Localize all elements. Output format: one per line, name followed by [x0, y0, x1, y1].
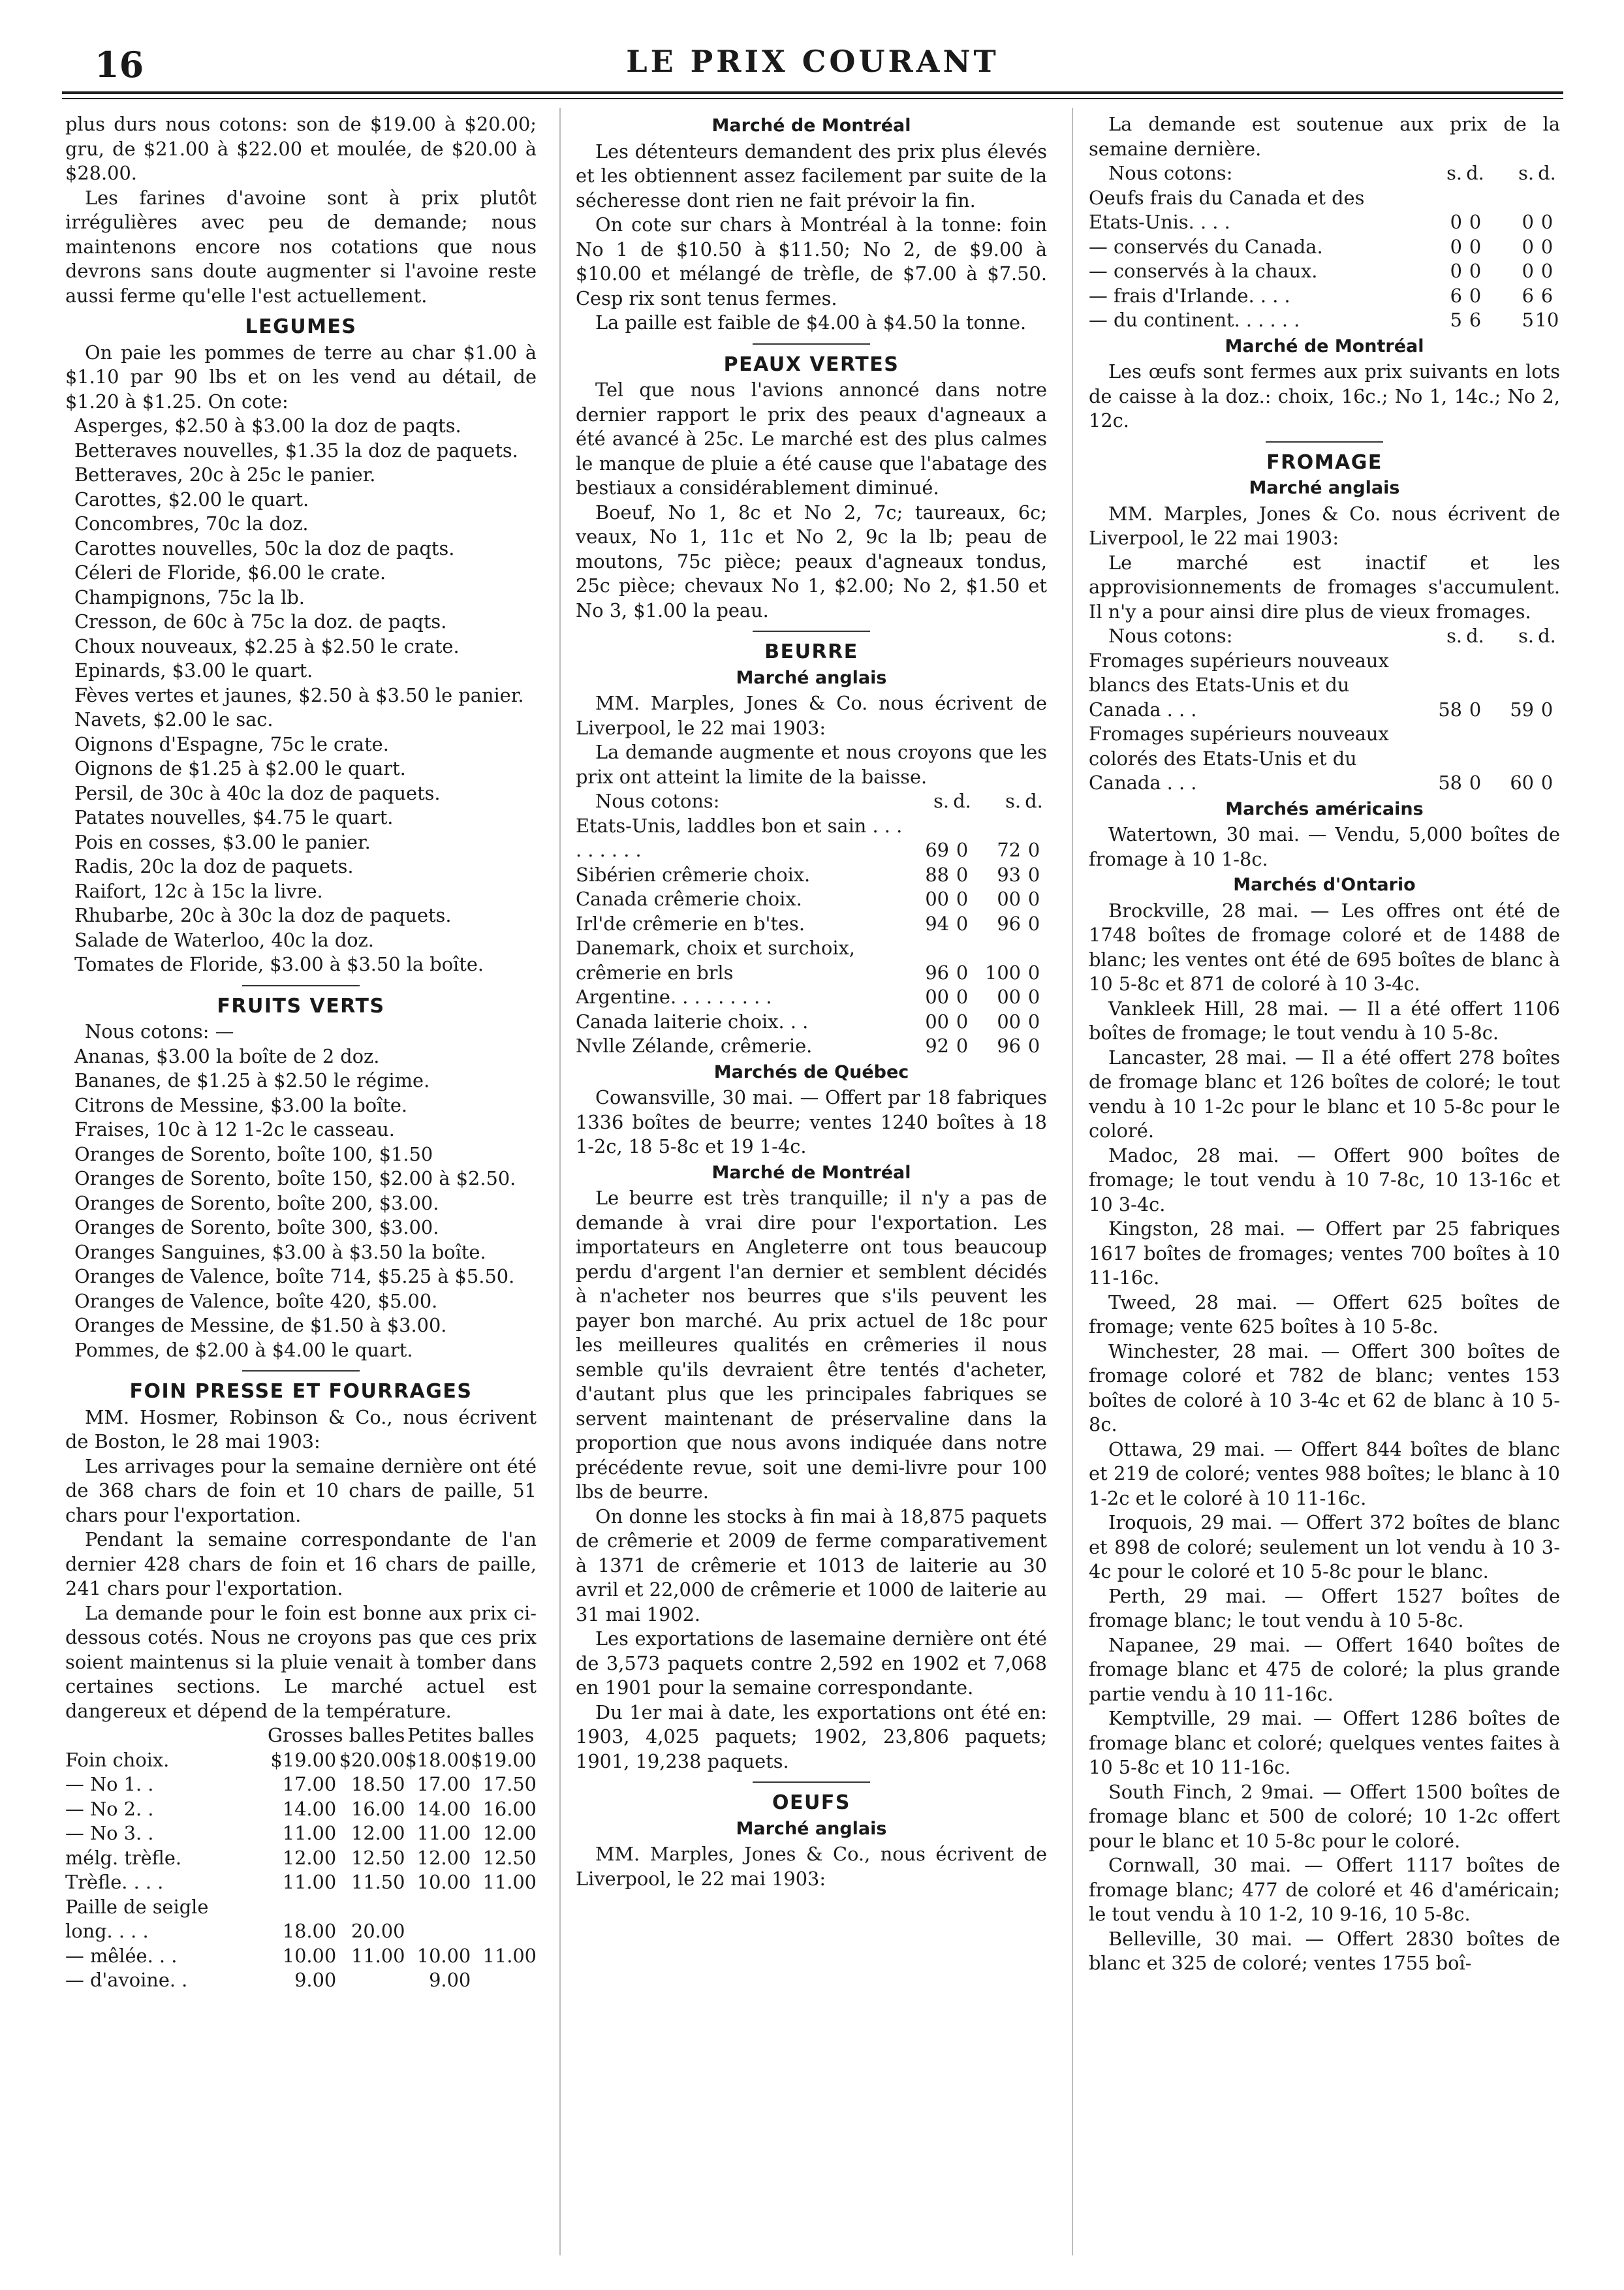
- cell: [405, 1919, 471, 1944]
- column-2: [576, 112, 1047, 1891]
- list-item: Pois en cosses, $3.00 le panier.: [74, 830, 371, 853]
- section-heading-oeufs: OEUFS: [772, 1791, 851, 1814]
- paragraph: Boeuf, No 1, 8c et No 2, 7c; taureaux, 6c; veaux, No 1, 11c et No 2, 9c la lb; peau de moutons, 75c pièce; peaux d'agneaux tondus, 25c pièce; chevaux No 1, $2.00; No 2, $1.50 et No 3, $1.00 la peau.: [576, 501, 1047, 621]
- row-label: — No 3. .: [65, 1822, 154, 1844]
- paragraph: Pendant la semaine correspondante de l'an dernier 428 chars de foin et 16 chars de paille, 241 chars pour l'exportation.: [65, 1528, 537, 1599]
- list-item: Ananas, $3.00 la boîte de 2 doz.: [74, 1044, 380, 1067]
- cell: $19.00: [270, 1748, 337, 1771]
- cell: 17.00: [282, 1773, 337, 1795]
- cell: 0: [1469, 284, 1482, 307]
- paragraph: La demande est soutenue aux prix de la semaine dernière.: [1089, 113, 1560, 160]
- section-rule: [753, 631, 870, 632]
- cell: 100: [985, 961, 1021, 984]
- list-item: Rhubarbe, 20c à 30c la doz de paquets.: [74, 904, 452, 926]
- paragraph: Lancaster, 28 mai. — Il a été offert 278 boîtes de fromage blanc et 126 boîtes de coloré; le tout vendu à 10 1-2c pour le blanc et 10 5-8c pour le coloré.: [1089, 1046, 1560, 1142]
- column-3: [1089, 112, 1560, 1976]
- row-label: Fromages supérieurs nouveaux blancs des Etats-Unis et du Canada . . .: [1089, 649, 1389, 721]
- foin-price-table: [65, 1723, 537, 1993]
- paragraph: Madoc, 28 mai. — Offert 900 boîtes de fromage; le tout vendu à 10 7-8c, 10 13-16c et 10 3-4c.: [1089, 1144, 1560, 1216]
- list-item: Tomates de Floride, $3.00 à $3.50 la boîte.: [74, 953, 484, 975]
- row-label: Argentine. . . . . . . . .: [576, 986, 772, 1008]
- section-rule: [1266, 441, 1383, 443]
- list-item: Champignons, 75c la lb.: [74, 586, 305, 608]
- unit-label: d.: [1466, 625, 1484, 647]
- cell: 0: [1027, 912, 1040, 935]
- cell: 17.00: [416, 1773, 471, 1795]
- paragraph: Le beurre est très tranquille; il n'y a pas de demande à vrai dire pour l'exportation. Les importateurs en Angleterre ont tous beaucoup perdu d'argent l'an dernier et semblent décidés à n'acheter nos beurres que s'ils peuvent les payer bon marché. Au prix actuel de 18c pour les meilleures qualités en crêmeries il nous semble qu'ils devraient être tentés d'acheter, d'autant plus que les principales fabriques se servent maintenant de préservaline dans la proportion que nous avons indiquée dans notre précédente revue, soit une demi-livre pour 100 lbs de beurre.: [576, 1187, 1047, 1503]
- list-item: Concombres, 70c la doz.: [74, 512, 309, 535]
- cell: 11.00: [282, 1871, 337, 1893]
- cell: 0: [1027, 1035, 1040, 1057]
- table-row: [65, 1772, 537, 1797]
- cell: 0: [1540, 211, 1554, 233]
- paragraph: Les détenteurs demandent des prix plus élevés et les obtiennent assez facilement par suite de la sécheresse dont rien ne fait prévoir la fin.: [576, 140, 1047, 212]
- cell: 11.50: [351, 1871, 405, 1893]
- page-number: 16: [95, 44, 144, 86]
- list-item: Patates nouvelles, $4.75 le quart.: [74, 806, 394, 828]
- unit-label: s.: [1446, 162, 1462, 184]
- table-row: [576, 1034, 1047, 1059]
- paragraph: Cornwall, 30 mai. — Offert 1117 boîtes de fromage blanc; 477 de coloré et 46 d'américain; le tout vendu à 10 1-2, 10 9-16, 10 5-8c.: [1089, 1854, 1560, 1925]
- cell: 0: [1027, 986, 1040, 1008]
- cell: 0: [1540, 698, 1554, 721]
- cell: 5: [1522, 309, 1534, 331]
- cell: 72: [997, 839, 1021, 861]
- paragraph: La demande pour le foin est bonne aux prix ci-dessous cotés. Nous ne croyons pas que ces prix soient maintenus si la pluie venait à tomber dans certaines sections. Le marché actuel est dangereux et dépend de la température.: [65, 1601, 537, 1722]
- table-row: [65, 1821, 537, 1846]
- paragraph: On paie les pommes de terre au char $1.00 à $1.10 par 90 lbs et on les vend au détail, de $1.20 à $1.25. On cote:: [65, 341, 537, 413]
- table-row: [1089, 649, 1560, 723]
- subheading: Marchés de Québec: [713, 1061, 909, 1082]
- row-label: Irl'de crêmerie en b'tes.: [576, 912, 805, 935]
- cell: 0: [1450, 260, 1462, 282]
- list-item: Betteraves nouvelles, $1.35 la doz de paquets.: [74, 439, 518, 462]
- table-row: [65, 1919, 537, 1944]
- cell: 12.00: [416, 1846, 471, 1869]
- cell: 00: [997, 1010, 1021, 1033]
- list-item: Fèves vertes et jaunes, $2.50 à $3.50 le panier.: [74, 683, 524, 706]
- row-label: — conservés à la chaux.: [1089, 260, 1318, 282]
- paragraph: On cote sur chars à Montréal à la tonne: foin No 1 de $10.50 à $11.50; No 2, de $9.00 à $10.00 et mélangé de trèfle, de $7.00 à $7.50. Cesp rix sont tenus fermes.: [576, 213, 1047, 309]
- cell: 14.00: [416, 1797, 471, 1820]
- row-label: Oeufs frais du Canada et des Etats-Unis. . . .: [1089, 186, 1365, 233]
- row-label: Foin choix.: [65, 1748, 170, 1771]
- row-label: — du continent. . . . . .: [1089, 309, 1300, 331]
- cell: 96: [997, 912, 1021, 935]
- unit-label: d.: [1538, 625, 1556, 647]
- column-header: Petites balles: [407, 1724, 535, 1746]
- paragraph: Nous cotons: —: [85, 1020, 234, 1043]
- paragraph: Watertown, 30 mai. — Vendu, 5,000 boîtes de fromage à 10 1-8c.: [1089, 823, 1560, 870]
- fruits-list: [65, 1044, 537, 1363]
- cell: 12.00: [282, 1846, 337, 1869]
- table-row: [576, 863, 1047, 888]
- cell: [336, 1968, 405, 1993]
- cell: 69: [925, 839, 949, 861]
- cell: 0: [956, 912, 969, 935]
- fromage-price-table: [1089, 624, 1560, 796]
- list-item: Oranges de Sorento, boîte 300, $3.00.: [74, 1216, 439, 1238]
- paragraph: Winchester, 28 mai. — Offert 300 boîtes de fromage coloré et 782 de blanc; ventes 153 boîtes de coloré à 10 3-4c et 62 de blanc à 10 5-8c.: [1089, 1340, 1560, 1435]
- cell: 0: [956, 1035, 969, 1057]
- list-item: Oranges de Sorento, boîte 150, $2.00 à $2.50.: [74, 1167, 516, 1189]
- cell: 6: [1450, 284, 1462, 307]
- row-label: Etats-Unis, laddles bon et sain . . . . . . . . .: [576, 814, 903, 861]
- list-item: Oranges de Sorento, boîte 100, $1.50: [74, 1142, 433, 1165]
- cell: 00: [997, 986, 1021, 1008]
- cell: 96: [997, 1035, 1021, 1057]
- cell: 0: [1450, 211, 1462, 233]
- cell: [471, 1919, 537, 1944]
- cell: 14.00: [282, 1797, 337, 1820]
- list-item: Oranges de Valence, boîte 714, $5.25 à $5.50.: [74, 1265, 515, 1287]
- cell: 10.00: [416, 1944, 471, 1967]
- section-rule: [242, 1370, 360, 1372]
- table-row: [65, 1870, 537, 1895]
- cell: 10.00: [416, 1871, 471, 1893]
- table-caption: Nous cotons:: [595, 790, 720, 812]
- cell: 0: [1027, 888, 1040, 910]
- subheading: Marché de Montréal: [1225, 336, 1424, 356]
- row-label: — d'avoine. .: [65, 1969, 188, 1991]
- unit-label: s.: [933, 790, 949, 812]
- cell: 10: [1535, 309, 1559, 331]
- row-label: mélg. trèfle.: [65, 1846, 182, 1869]
- cell: 0: [1027, 863, 1040, 886]
- row-label: Danemark, choix et surchoix, crêmerie en brls: [576, 937, 855, 984]
- list-item: Persil, de 30c à 40c la doz de paquets.: [74, 781, 441, 804]
- section-heading-beurre: BEURRE: [764, 640, 858, 663]
- paragraph: Iroquois, 29 mai. — Offert 372 boîtes de blanc et 898 de coloré; seulement un lot vendu à 10 3-4c pour le coloré et 10 5-8c pour le blanc.: [1089, 1511, 1560, 1582]
- column-divider: [559, 108, 561, 2255]
- cell: 0: [1027, 1010, 1040, 1033]
- column-1: [65, 112, 537, 1993]
- table-row: [1089, 308, 1560, 333]
- table-row: [1089, 186, 1560, 235]
- cell: 0: [1469, 260, 1482, 282]
- cell: [471, 1968, 537, 1993]
- beurre-price-table: [576, 789, 1047, 1059]
- cell: 6: [1469, 309, 1482, 331]
- table-row: [576, 1010, 1047, 1035]
- subheading: Marché de Montréal: [711, 116, 911, 136]
- cell: 60: [1510, 772, 1534, 794]
- column-divider: [1072, 108, 1073, 2255]
- cell: 9.00: [429, 1969, 471, 1991]
- page-header: [62, 36, 1563, 88]
- table-header-row: [65, 1723, 537, 1748]
- cell: 0: [1540, 772, 1554, 794]
- paragraph: MM. Marples, Jones & Co. nous écrivent de Liverpool, le 22 mai 1903:: [1089, 502, 1560, 549]
- list-item: Cresson, de 60c à 75c la doz. de paqts.: [74, 610, 447, 633]
- list-item: Oignons de $1.25 à $2.00 le quart.: [74, 757, 406, 779]
- table-row: [1089, 284, 1560, 309]
- table-row: [65, 1846, 537, 1871]
- table-header-row: [1089, 624, 1560, 649]
- subheading: Marchés d'Ontario: [1233, 875, 1416, 895]
- list-item: Navets, $2.00 le sac.: [74, 708, 273, 730]
- section-heading-peaux: PEAUX VERTES: [723, 353, 899, 376]
- section-rule: [753, 343, 870, 345]
- cell: 0: [1522, 235, 1534, 258]
- cell: 0: [1522, 211, 1534, 233]
- subheading: Marché anglais: [736, 667, 887, 688]
- row-label: Canada crêmerie choix.: [576, 888, 802, 910]
- cell: $18.00: [405, 1748, 471, 1771]
- cell: 0: [956, 863, 969, 886]
- header-rule: [62, 91, 1563, 94]
- cell: 0: [956, 961, 969, 984]
- unit-label: d.: [1538, 162, 1556, 184]
- cell: 0: [956, 839, 969, 861]
- row-label: Paille de seigle: [65, 1895, 209, 1918]
- paragraph: Perth, 29 mai. — Offert 1527 boîtes de fromage blanc; le tout vendu à 10 5-8c.: [1089, 1584, 1560, 1631]
- section-heading-foin: FOIN PRESSE ET FOURRAGES: [129, 1380, 473, 1403]
- paragraph: Cowansville, 30 mai. — Offert par 18 fabriques 1336 boîtes de beurre; ventes 1240 boîtes à 18 1-2c, 18 5-8c et 19 1-4c.: [576, 1086, 1047, 1157]
- cell: 12.00: [482, 1822, 537, 1844]
- subheading: Marchés américains: [1225, 798, 1424, 819]
- paragraph: MM. Marples, Jones & Co., nous écrivent de Liverpool, le 22 mai 1903:: [576, 1843, 1047, 1890]
- cell: 0: [1027, 961, 1040, 984]
- table-row: [1089, 259, 1560, 284]
- table-row: [576, 814, 1047, 863]
- cell: 58: [1438, 772, 1462, 794]
- paragraph: Vankleek Hill, 28 mai. — Il a été offert 1106 boîtes de fromage; le tout vendu à 10 5-8c.: [1089, 997, 1560, 1044]
- cell: 11.00: [482, 1871, 537, 1893]
- list-item: Pommes, de $2.00 à $4.00 le quart.: [74, 1338, 413, 1361]
- cell: 0: [1540, 235, 1554, 258]
- table-header-row: [576, 789, 1047, 814]
- table-row: [576, 887, 1047, 912]
- cell: 6: [1540, 284, 1554, 307]
- table-row: [1089, 722, 1560, 796]
- unit-label: d.: [1466, 162, 1484, 184]
- paragraph: South Finch, 2 9mai. — Offert 1500 boîtes de fromage blanc et 500 de coloré; 10 1-2c offert pour le blanc et 10 5-8c pour le coloré.: [1089, 1780, 1560, 1852]
- subheading: Marché anglais: [1249, 478, 1400, 498]
- cell: 16.00: [482, 1797, 537, 1820]
- paragraph: Napanee, 29 mai. — Offert 1640 boîtes de fromage blanc et 475 de coloré; la plus grande partie vendu à 10 11-16c.: [1089, 1633, 1560, 1705]
- unit-label: d.: [1025, 790, 1043, 812]
- cell: 0: [1469, 235, 1482, 258]
- subheading: Marché de Montréal: [711, 1162, 911, 1183]
- cell: 18.50: [351, 1773, 405, 1795]
- cell: 0: [956, 986, 969, 1008]
- cell: 0: [1469, 211, 1482, 233]
- row-label: Fromages supérieurs nouveaux colorés des Etats-Unis et du Canada . . .: [1089, 723, 1389, 794]
- unit-label: s.: [1518, 625, 1534, 647]
- table-row: [576, 912, 1047, 937]
- cell: 00: [997, 888, 1021, 910]
- unit-label: s.: [1005, 790, 1021, 812]
- cell: 0: [1450, 235, 1462, 258]
- publication-title: LE PRIX COURANT: [626, 44, 999, 79]
- paragraph: La demande augmente et nous croyons que les prix ont atteint la limite de la baisse.: [576, 741, 1047, 788]
- cell: 10.00: [282, 1944, 337, 1967]
- list-item: Oranges de Valence, boîte 420, $5.00.: [74, 1289, 438, 1312]
- cell: 96: [925, 961, 949, 984]
- list-item: Oranges de Messine, de $1.50 à $3.00.: [74, 1314, 447, 1336]
- paragraph: MM. Marples, Jones & Co. nous écrivent de Liverpool, le 22 mai 1903:: [576, 692, 1047, 739]
- row-label: long. . . .: [65, 1920, 149, 1942]
- paragraph: plus durs nous cotons: son de $19.00 à $20.00; gru, de $21.00 à $22.00 et moulée, de $20.00 à $28.00.: [65, 113, 537, 184]
- paragraph: Kingston, 28 mai. — Offert par 25 fabriques 1617 boîtes de fromages; ventes 700 boîtes à 10 11-16c.: [1089, 1217, 1560, 1289]
- list-item: Oranges de Sorento, boîte 200, $3.00.: [74, 1191, 439, 1214]
- row-label: — No 2. .: [65, 1797, 154, 1820]
- paragraph: On donne les stocks à fin mai à 18,875 paquets de crêmerie et 2009 de ferme comparativement à 1371 de crêmerie et 1013 de laiterie au 30 avril et 22,000 de crêmerie et 1000 de laiterie au 31 mai 1902.: [576, 1505, 1047, 1625]
- cell: 11.00: [351, 1944, 405, 1967]
- unit-label: d.: [953, 790, 971, 812]
- column-header: Grosses balles: [267, 1724, 405, 1746]
- cell: 12.50: [482, 1846, 537, 1869]
- cell: 20.00: [351, 1920, 405, 1942]
- row-label: Sibérien crêmerie choix.: [576, 863, 811, 886]
- cell: 00: [925, 888, 949, 910]
- list-item: Salade de Waterloo, 40c la doz.: [74, 928, 374, 951]
- paragraph: Les exportations de lasemaine dernière ont été de 3,573 paquets contre 2,592 en 1902 et 7,068 en 1901 pour la semaine correspondante.: [576, 1627, 1047, 1699]
- cell: 11.00: [482, 1944, 537, 1967]
- list-item: Asperges, $2.50 à $3.00 la doz de paqts.: [74, 415, 461, 437]
- section-rule: [242, 985, 360, 986]
- oeufs-price-table: [1089, 161, 1560, 333]
- cell: 00: [925, 986, 949, 1008]
- table-header-row: [1089, 161, 1560, 186]
- cell: 17.50: [482, 1773, 537, 1795]
- table-row: [65, 1895, 537, 1920]
- table-caption: Nous cotons:: [1108, 625, 1233, 647]
- row-label: — No 1. .: [65, 1773, 154, 1795]
- cell: 12.50: [351, 1846, 405, 1869]
- paragraph: Du 1er mai à date, les exportations ont été en: 1903, 4,025 paquets; 1902, 23,806 paquets; 1901, 19,238 paquets.: [576, 1701, 1047, 1772]
- cell: 00: [925, 1010, 949, 1033]
- cell: 12.00: [351, 1822, 405, 1844]
- subheading: Marché anglais: [736, 1818, 887, 1839]
- cell: $20.00: [339, 1748, 405, 1771]
- cell: 0: [1522, 260, 1534, 282]
- paragraph: Les arrivages pour la semaine dernière ont été de 368 chars de foin et 10 chars de paille, 51 chars pour l'exportation.: [65, 1454, 537, 1526]
- cell: 0: [1469, 698, 1482, 721]
- table-row: [576, 936, 1047, 985]
- cell: 11.00: [416, 1822, 471, 1844]
- list-item: Citrons de Messine, $3.00 la boîte.: [74, 1093, 408, 1116]
- cell: 0: [956, 888, 969, 910]
- header-rule-thin: [62, 98, 1563, 99]
- row-label: Canada laiterie choix. . .: [576, 1010, 809, 1033]
- table-row: [1089, 235, 1560, 260]
- section-heading-fruits: FRUITS VERTS: [217, 994, 385, 1018]
- list-item: Oignons d'Espagne, 75c le crate.: [74, 732, 389, 755]
- paragraph: MM. Hosmer, Robinson & Co., nous écrivent de Boston, le 28 mai 1903:: [65, 1405, 537, 1452]
- table-caption: Nous cotons:: [1108, 162, 1233, 184]
- cell: 88: [925, 863, 949, 886]
- cell: 0: [1540, 260, 1554, 282]
- table-row: [65, 1944, 537, 1969]
- list-item: Bananes, de $1.25 à $2.50 le régime.: [74, 1069, 430, 1091]
- cell: 6: [1522, 284, 1534, 307]
- cell: 9.00: [294, 1969, 337, 1991]
- table-row: [65, 1748, 537, 1773]
- paragraph: Les œufs sont fermes aux prix suivants en lots de caisse à la doz.: choix, 16c.; No 1, 14c.; No 2, 12c.: [1089, 360, 1560, 431]
- row-label: — frais d'Irlande. . . .: [1089, 284, 1290, 307]
- cell: 93: [997, 863, 1021, 886]
- list-item: Raifort, 12c à 15c la livre.: [74, 879, 323, 902]
- cell: 11.00: [282, 1822, 337, 1844]
- cell: 0: [1469, 772, 1482, 794]
- cell: 59: [1510, 698, 1534, 721]
- cell: 18.00: [282, 1920, 337, 1942]
- row-label: — conservés du Canada.: [1089, 235, 1323, 258]
- table-row: [65, 1797, 537, 1822]
- cell: 16.00: [351, 1797, 405, 1820]
- list-item: Céleri de Floride, $6.00 le crate.: [74, 561, 386, 584]
- paragraph: Tel que nous l'avions annoncé dans notre dernier rapport le prix des peaux d'agneaux a été avancé à 25c. Le marché est des plus calmes le manque de pluie a été cause que l'abatage des bestiaux a considérablement diminué.: [576, 379, 1047, 499]
- unit-label: s.: [1446, 625, 1462, 647]
- row-label: Trèfle. . . .: [65, 1871, 164, 1893]
- row-label: — mêlée. . .: [65, 1944, 178, 1967]
- section-heading-fromage: FROMAGE: [1266, 450, 1382, 474]
- table-row: [65, 1968, 537, 1993]
- cell: 58: [1438, 698, 1462, 721]
- cell: 5: [1450, 309, 1462, 331]
- list-item: Choux nouveaux, $2.25 à $2.50 le crate.: [74, 635, 460, 657]
- cell: 0: [1027, 839, 1040, 861]
- cell: 0: [956, 1010, 969, 1033]
- paragraph: Brockville, 28 mai. — Les offres ont été de 1748 boîtes de fromage coloré et de 1488 de blanc; les ventes ont été de 695 boîtes de blanc à 10 5-8c et 871 de coloré à 10 3-4c.: [1089, 899, 1560, 995]
- list-item: Carottes, $2.00 le quart.: [74, 488, 309, 510]
- cell: 94: [925, 912, 949, 935]
- row-label: Nvlle Zélande, crêmerie.: [576, 1035, 813, 1057]
- list-item: Radis, 20c la doz de paquets.: [74, 855, 354, 877]
- paragraph: Les farines d'avoine sont à prix plutôt irrégulières avec peu de demande; nous maintenons encore nos cotations que nous devrons sans doute augmenter si l'avoine reste aussi ferme qu'elle l'est actuellement.: [65, 186, 537, 307]
- paragraph: La paille est faible de $4.00 à $4.50 la tonne.: [595, 311, 1027, 334]
- list-item: Epinards, $3.00 le quart.: [74, 659, 313, 682]
- section-heading-legumes: LEGUMES: [245, 315, 357, 338]
- legumes-list: [65, 414, 537, 977]
- paragraph: Kemptville, 29 mai. — Offert 1286 boîtes de fromage blanc et coloré; quelques ventes faites à 10 5-8c et 10 11-16c.: [1089, 1707, 1560, 1778]
- paragraph: Tweed, 28 mai. — Offert 625 boîtes de fromage; vente 625 boîtes à 10 5-8c.: [1089, 1291, 1560, 1338]
- section-rule: [753, 1781, 870, 1783]
- paragraph: Belleville, 30 mai. — Offert 2830 boîtes de blanc et 325 de coloré; ventes 1755 boî-: [1089, 1927, 1560, 1974]
- paragraph: Ottawa, 29 mai. — Offert 844 boîtes de blanc et 219 de coloré; ventes 988 boîtes; le blanc à 10 1-2c et le coloré à 10 11-16c.: [1089, 1437, 1560, 1509]
- paragraph: Le marché est inactif et les approvisionnements de fromages s'accumulent. Il n'y a pour ainsi dire plus de vieux fromages.: [1089, 551, 1560, 623]
- list-item: Carottes nouvelles, 50c la doz de paqts.: [74, 537, 455, 559]
- list-item: Oranges Sanguines, $3.00 à $3.50 la boîte.: [74, 1240, 486, 1263]
- list-item: Fraises, 10c à 12 1-2c le casseau.: [74, 1118, 395, 1140]
- cell: $19.00: [471, 1748, 537, 1771]
- unit-label: s.: [1518, 162, 1534, 184]
- list-item: Betteraves, 20c à 25c le panier.: [74, 463, 376, 486]
- cell: 92: [925, 1035, 949, 1057]
- table-row: [576, 985, 1047, 1010]
